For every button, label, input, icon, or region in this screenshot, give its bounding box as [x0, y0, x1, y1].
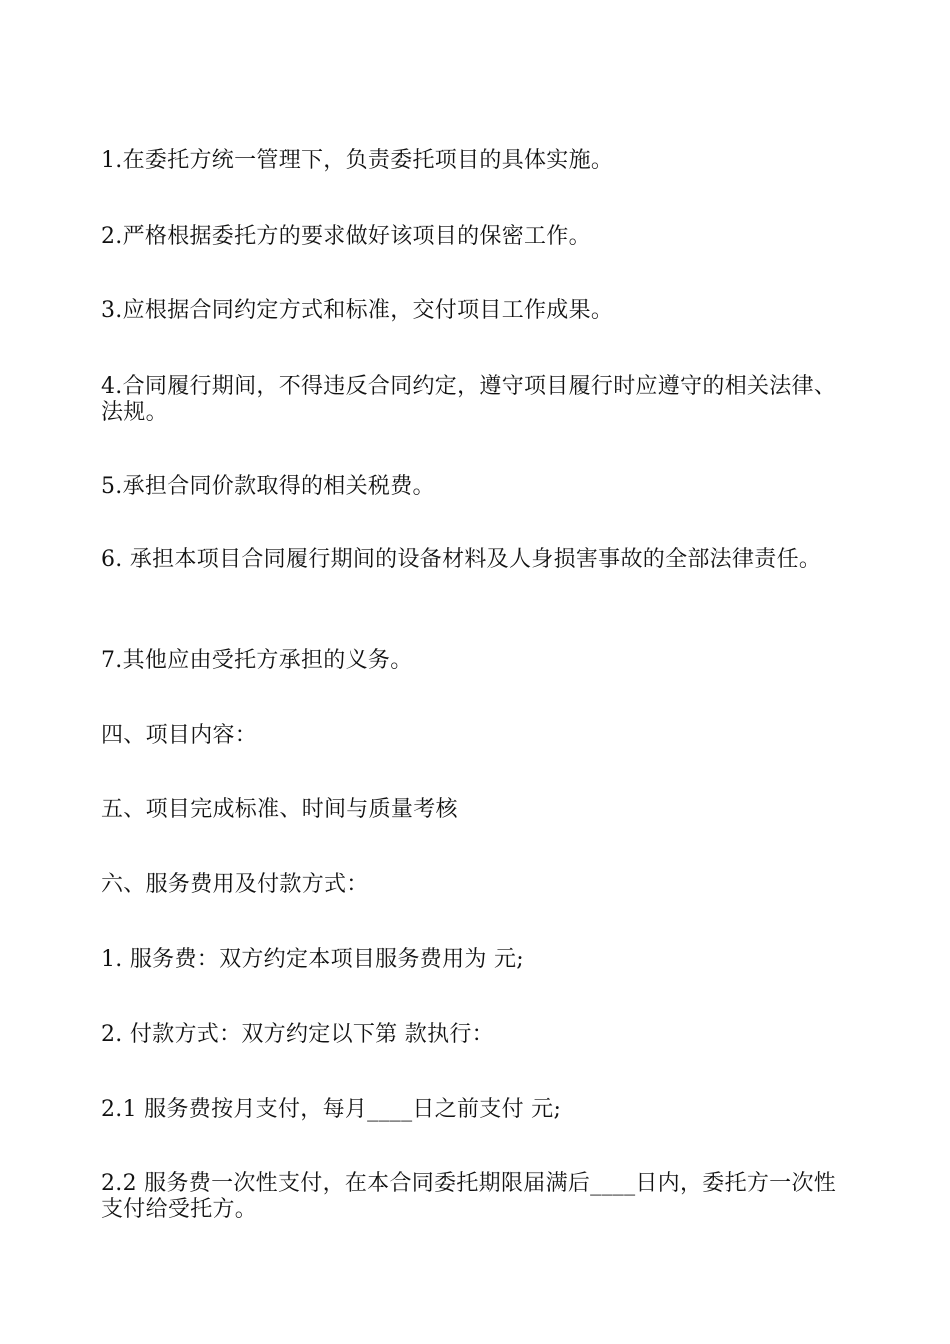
obligation-item-6: 6. 承担本项目合同履行期间的设备材料及人身损害事故的全部法律责任。 [101, 547, 822, 572]
obligation-item-2: 2.严格根据委托方的要求做好该项目的保密工作。 [101, 224, 591, 249]
obligation-item-4: 4.合同履行期间，不得违反合同约定，遵守项目履行时应遵守的相关法律、法规。 [101, 374, 837, 425]
fee-item-2-1: 2.1 服务费按月支付，每月____日之前支付 元; [101, 1097, 562, 1122]
obligation-item-7: 7.其他应由受托方承担的义务。 [101, 648, 413, 673]
fee-item-2: 2. 付款方式：双方约定以下第 款执行： [101, 1022, 494, 1047]
section-heading-service-fee: 六、服务费用及付款方式： [101, 872, 369, 897]
obligation-item-3: 3.应根据合同约定方式和标准，交付项目工作成果。 [101, 298, 614, 323]
fee-item-2-2: 2.2 服务费一次性支付，在本合同委托期限届满后____日内，委托方一次性支付给受托方。 [101, 1171, 837, 1222]
section-heading-completion-standard: 五、项目完成标准、时间与质量考核 [101, 797, 458, 822]
section-heading-project-content: 四、项目内容： [101, 723, 258, 748]
obligation-item-5: 5.承担合同价款取得的相关税费。 [101, 474, 435, 499]
fee-item-1: 1. 服务费：双方约定本项目服务费用为 元; [101, 947, 524, 972]
obligation-item-1: 1.在委托方统一管理下，负责委托项目的具体实施。 [101, 148, 614, 173]
